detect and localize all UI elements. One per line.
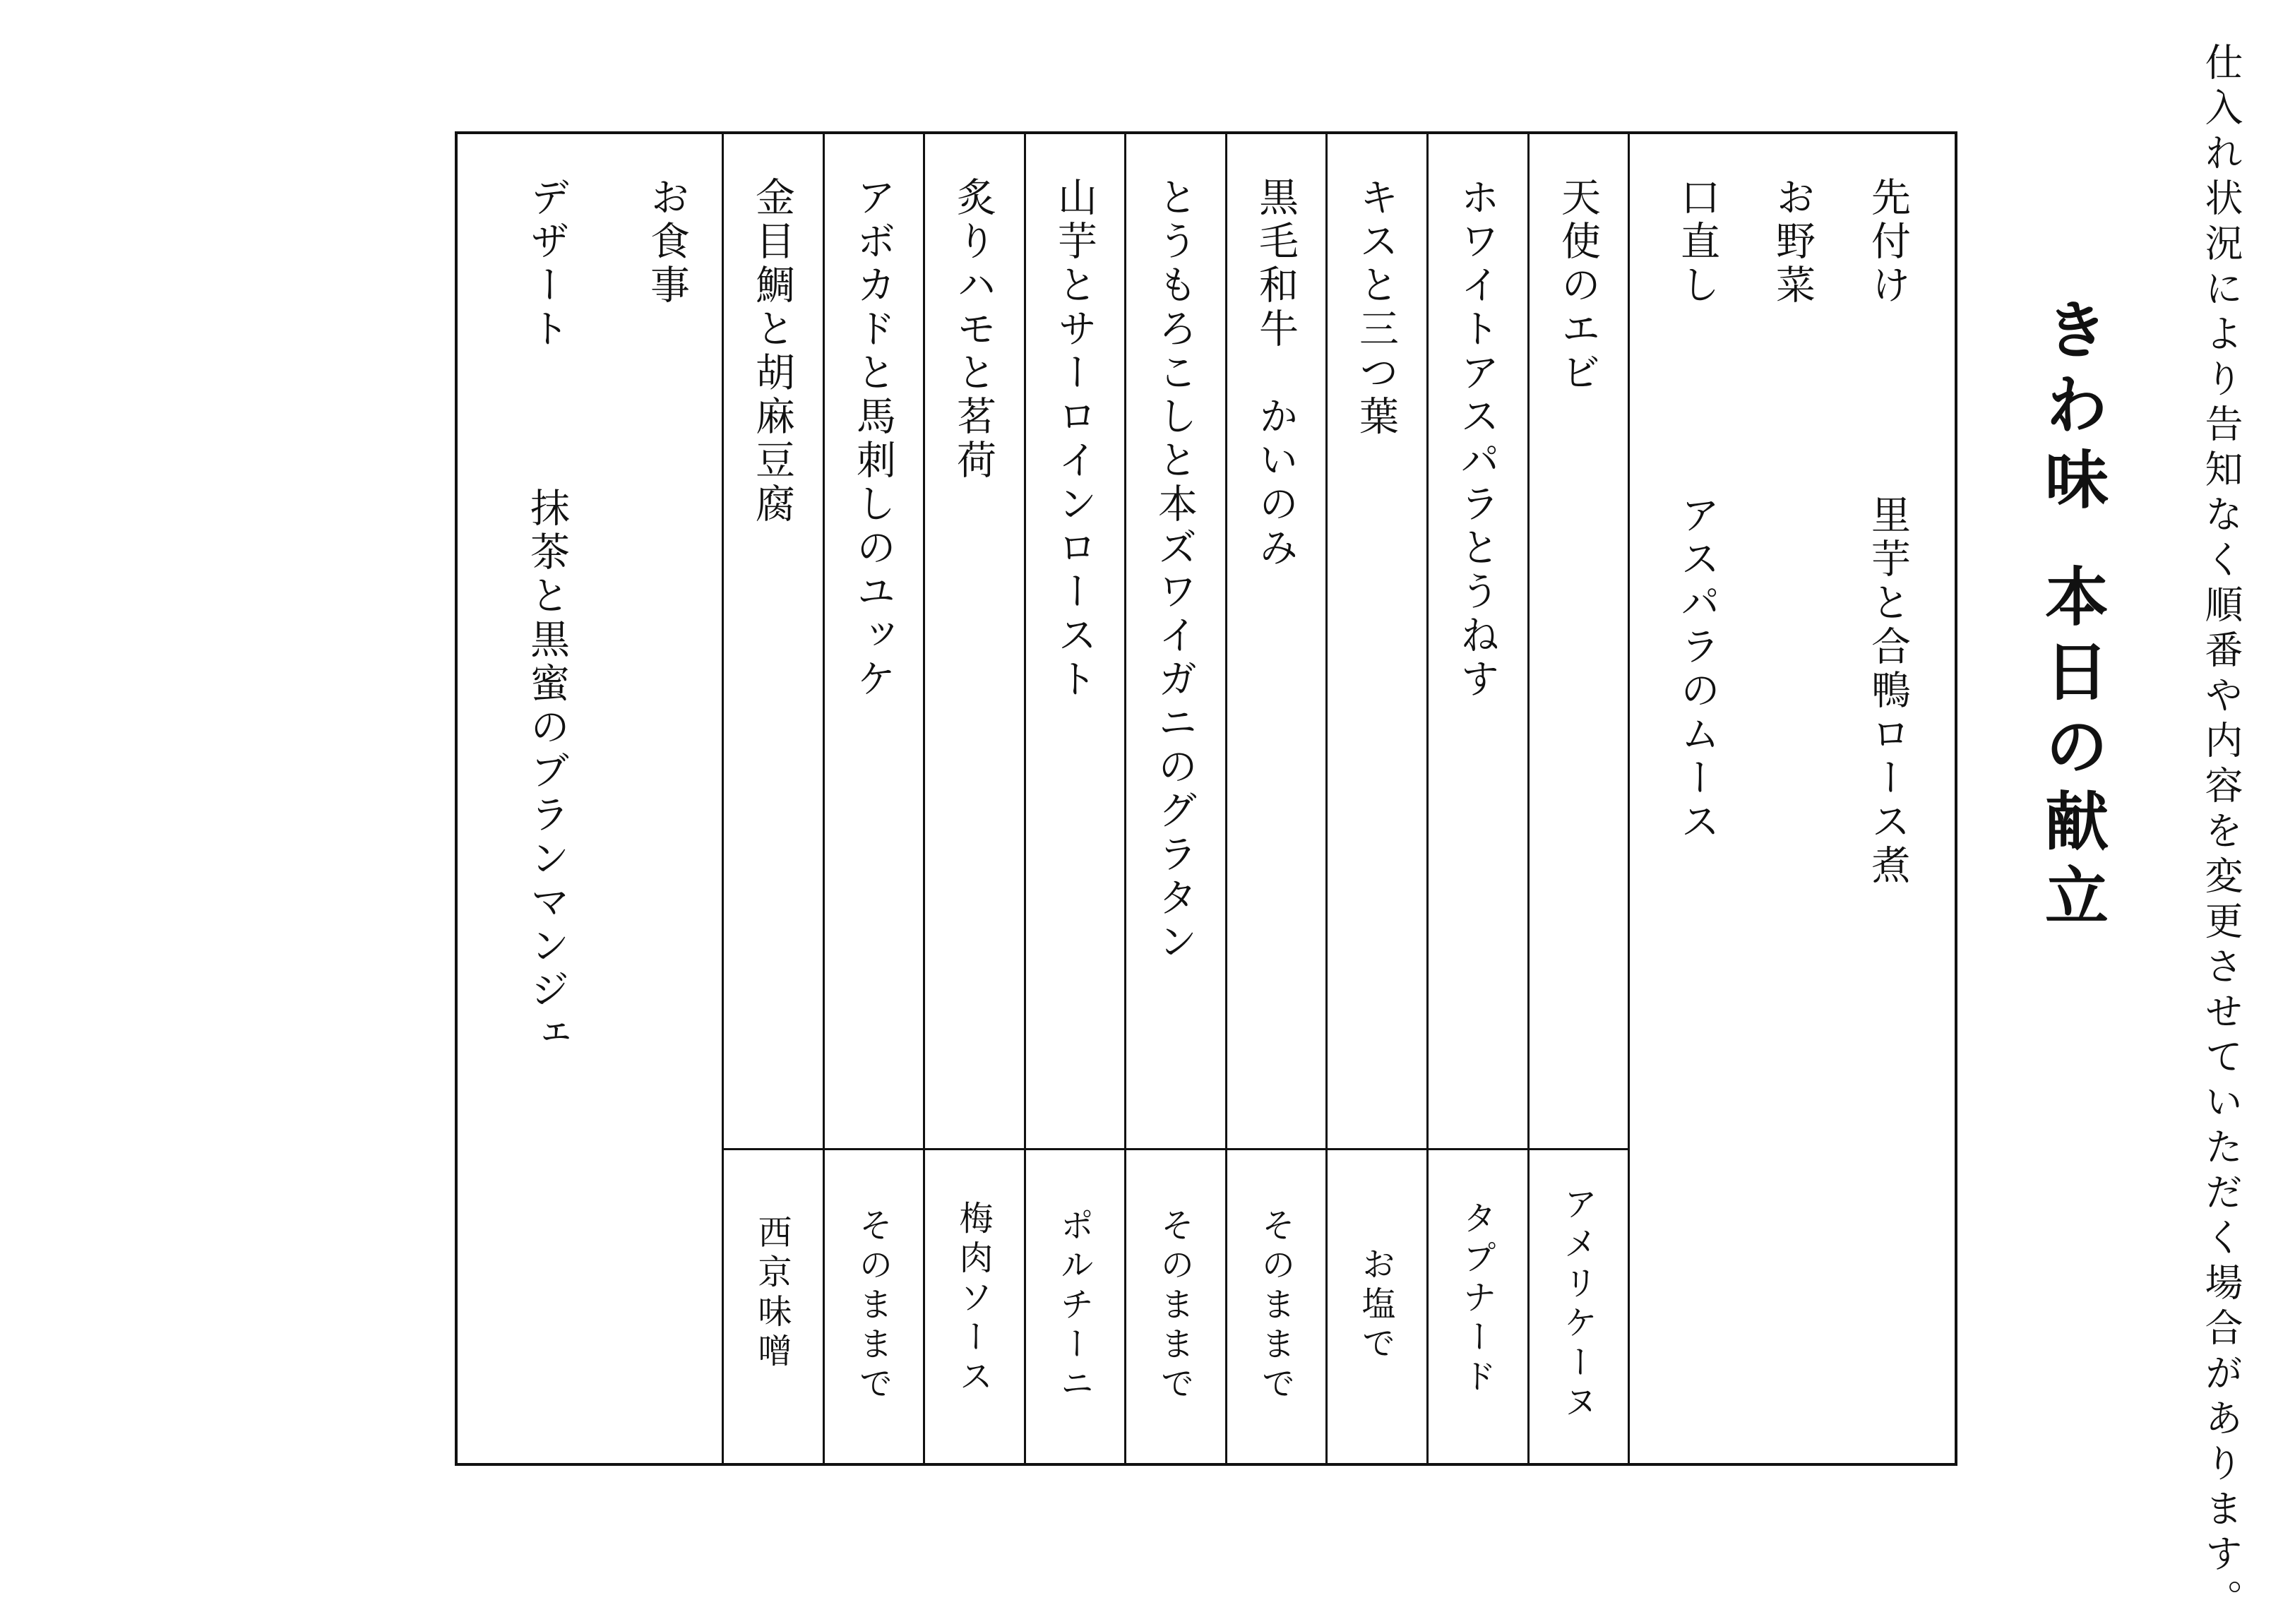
course-dish: 炙りハモと茗荷 <box>950 177 996 483</box>
opener-label: 先付け <box>1865 177 1911 308</box>
course-dish: 金目鯛と胡麻豆腐 <box>749 177 795 527</box>
sauce-divider <box>722 1148 1630 1150</box>
column-divider <box>1628 131 1630 1466</box>
course-dish: アボカドと馬刺しのユッケ <box>850 177 896 702</box>
column-divider <box>1024 131 1026 1466</box>
course-sauce: そのままで <box>1256 1207 1295 1405</box>
opener-dish: 里芋と合鴨ロース煮 <box>1865 494 1911 888</box>
course-sauce: 梅肉ソース <box>953 1200 993 1398</box>
course-sauce: お塩で <box>1356 1246 1395 1365</box>
menu-notice: 仕入れ状況により告知なく順番や内容を変更させていただく場合があります。 <box>2199 42 2243 1624</box>
course-sauce: タプナード <box>1457 1200 1496 1398</box>
opener-label: お野菜 <box>1770 177 1816 308</box>
course-dish: 山芋とサーロインロースト <box>1051 177 1097 702</box>
course-sauce: 西京味噌 <box>752 1214 792 1373</box>
column-divider <box>923 131 925 1466</box>
column-divider <box>1325 131 1328 1466</box>
course-sauce: そのままで <box>1155 1207 1194 1405</box>
menu-table <box>455 131 1957 1466</box>
course-dish: 黒毛和牛 かいのみ <box>1253 177 1299 571</box>
page-title <box>2034 297 2109 938</box>
course-dish: キスと三つ葉 <box>1353 177 1399 439</box>
column-divider <box>823 131 825 1466</box>
course-dish: 天使のエビ <box>1555 177 1601 395</box>
column-divider <box>1527 131 1530 1466</box>
course-sauce: そのままで <box>853 1207 893 1405</box>
opener-label: 口直し <box>1674 177 1720 308</box>
shop-name: きわ味 <box>2034 297 2109 521</box>
course-sauce: ポルチーニ <box>1054 1207 1094 1405</box>
meal-label: お食事 <box>644 177 690 308</box>
column-divider <box>1225 131 1227 1466</box>
opener-dish: アスパラのムース <box>1674 494 1720 844</box>
dessert-dish: 抹茶と黒蜜のブランマンジェ <box>524 487 570 1056</box>
column-divider <box>1426 131 1429 1466</box>
column-divider <box>722 131 724 1466</box>
course-dish: とうもろこしと本ズワイガニのグラタン <box>1152 177 1198 965</box>
course-sauce: アメリケーヌ <box>1558 1186 1597 1423</box>
column-divider <box>1124 131 1126 1466</box>
dessert-label: デザート <box>524 177 570 352</box>
course-dish: ホワイトアスパラとうねす <box>1454 177 1500 702</box>
title-text: 本日の献立 <box>2034 563 2109 938</box>
